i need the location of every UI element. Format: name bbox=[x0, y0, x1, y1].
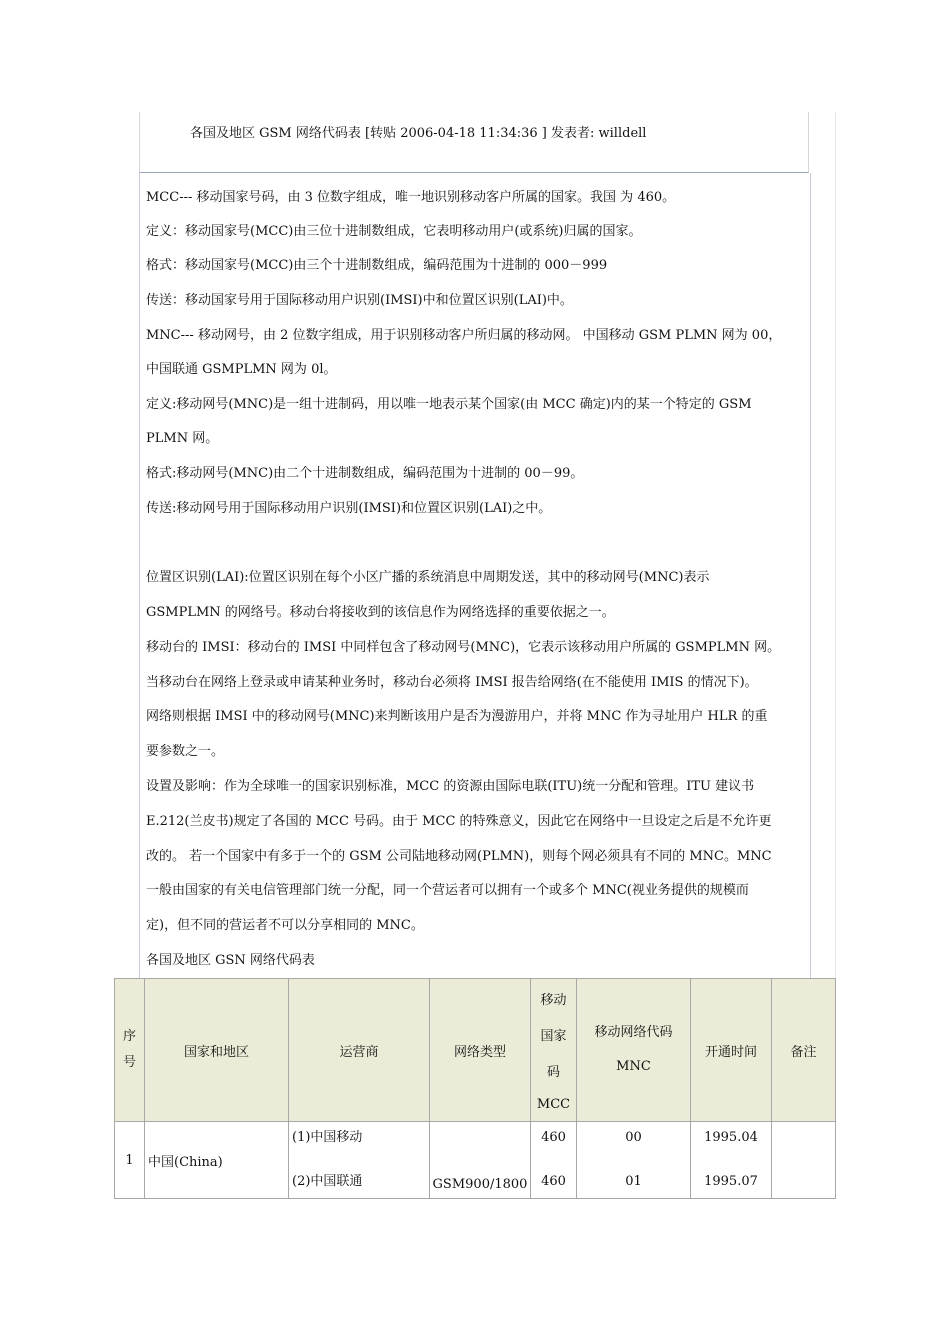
header-text: MNC bbox=[616, 1059, 651, 1074]
cell-mnc bbox=[577, 1122, 691, 1199]
paragraph: 一般由国家的有关电信管理部门统一分配，同一个营运者可以拥有一个或多个 MNC(视业务提供的规模而 bbox=[146, 883, 749, 898]
mnc-value: 00 bbox=[625, 1130, 642, 1145]
col-header-network-type: 网络类型 bbox=[430, 979, 531, 1122]
header-text: 号 bbox=[122, 1055, 136, 1070]
cell-seq: 1 bbox=[115, 1122, 145, 1199]
cell-launch bbox=[691, 1122, 772, 1199]
cell-network-type: GSM900/1800 bbox=[430, 1122, 531, 1199]
table-header-row bbox=[115, 979, 836, 1122]
paragraph: 改的。 若一个国家中有多于一个的 GSM 公司陆地移动网(PLMN)，则每个网必须具有不同的 MNC。MNC bbox=[146, 849, 772, 864]
paragraph: 格式：移动国家号(MCC)由三个十进制数组成，编码范围为十进制的 000－999 bbox=[146, 258, 608, 273]
paragraph: PLMN 网。 bbox=[146, 431, 219, 446]
paragraph: 设置及影响：作为全球唯一的国家识别标准，MCC 的资源由国际电联(ITU)统一分配和管理。ITU 建议书 bbox=[146, 779, 755, 794]
paragraph: 定义：移动国家号(MCC)由三位十进制数组成，它表明移动用户(或系统)归属的国家。 bbox=[146, 224, 642, 239]
gsm-code-table bbox=[114, 978, 836, 1199]
mcc-value: 460 bbox=[541, 1174, 566, 1189]
cell-notes bbox=[772, 1122, 836, 1199]
col-header-seq bbox=[115, 979, 145, 1122]
col-header-mnc bbox=[577, 979, 691, 1122]
mcc-value: 460 bbox=[541, 1130, 566, 1145]
paragraph: 中国联通 GSMPLMN 网为 0l。 bbox=[146, 362, 337, 377]
header-text: 移动 bbox=[540, 992, 567, 1008]
col-header-mcc bbox=[531, 979, 577, 1122]
paragraph: 要参数之一。 bbox=[146, 744, 225, 759]
table-caption: 各国及地区 GSN 网络代码表 bbox=[146, 953, 315, 968]
right-divider bbox=[835, 112, 836, 982]
launch-date: 1995.04 bbox=[704, 1130, 758, 1145]
paragraph: 传送：移动国家号用于国际移动用户识别(IMSI)中和位置区识别(LAI)中。 bbox=[146, 293, 573, 308]
cell-country: 中国(China) bbox=[145, 1122, 289, 1199]
paragraph: E.212(兰皮书)规定了各国的 MCC 号码。由于 MCC 的特殊意义，因此它在网络中一旦设定之后是不允许更 bbox=[146, 814, 772, 829]
paragraph: 格式:移动网号(MNC)由二个十进制数组成，编码范围为十进制的 00－99。 bbox=[146, 466, 584, 481]
paragraph: 位置区识别(LAI):位置区识别在每个小区广播的系统消息中周期发送，其中的移动网号(MNC)表示 bbox=[146, 570, 710, 585]
header-text: 序 bbox=[122, 1029, 136, 1044]
paragraph: 移动台的 IMSI：移动台的 IMSI 中同样包含了移动网号(MNC)，它表示该移动用户所属的 GSMPLMN 网。 bbox=[146, 640, 781, 655]
cell-mcc bbox=[531, 1122, 577, 1199]
post-title: 各国及地区 GSM 网络代码表 [转贴 2006-04-18 11:34:36 ] 发表者: willdell bbox=[190, 126, 647, 141]
paragraph: 网络则根据 IMSI 中的移动网号(MNC)来判断该用户是否为漫游用户，并将 MNC 作为寻址用户 HLR 的重 bbox=[146, 709, 768, 724]
operator-name: (1)中国移动 bbox=[292, 1130, 363, 1145]
table-row bbox=[115, 1122, 836, 1199]
header-text: 码 bbox=[546, 1064, 560, 1080]
paragraph: MCC--- 移动国家号码，由 3 位数字组成，唯一地识别移动客户所属的国家。我国 为 460。 bbox=[146, 190, 676, 205]
header-text: 移动网络代码 bbox=[594, 1025, 673, 1040]
operator-name: (2)中国联通 bbox=[292, 1174, 363, 1189]
paragraph: 定义:移动网号(MNC)是一组十进制码，用以唯一地表示某个国家(由 MCC 确定)内的某一个特定的 GSM bbox=[146, 397, 752, 412]
mnc-value: 01 bbox=[625, 1174, 642, 1189]
col-header-operator: 运营商 bbox=[289, 979, 430, 1122]
col-header-country: 国家和地区 bbox=[145, 979, 289, 1122]
paragraph: MNC--- 移动网号，由 2 位数字组成，用于识别移动客户所归属的移动网。 中国移动 GSM PLMN 网为 00， bbox=[146, 328, 782, 343]
article-body bbox=[139, 173, 811, 981]
cell-operator bbox=[289, 1122, 430, 1199]
header-text: 国家 bbox=[540, 1028, 567, 1044]
col-header-notes: 备注 bbox=[772, 979, 836, 1122]
launch-date: 1995.07 bbox=[704, 1174, 758, 1189]
paragraph: 传送:移动网号用于国际移动用户识别(IMSI)和位置区识别(LAI)之中。 bbox=[146, 501, 552, 516]
paragraph: GSMPLMN 的网络号。移动台将接收到的该信息作为网络选择的重要依据之一。 bbox=[146, 605, 615, 620]
post-header bbox=[139, 112, 809, 173]
paragraph: 当移动台在网络上登录或申请某种业务时，移动台必须将 IMSI 报告给网络(在不能使用 IMIS 的情况下)。 bbox=[146, 675, 758, 690]
header-text: MCC bbox=[536, 1096, 571, 1112]
paragraph: 定)，但不同的营运者不可以分享相同的 MNC。 bbox=[146, 918, 424, 933]
col-header-launch: 开通时间 bbox=[691, 979, 772, 1122]
